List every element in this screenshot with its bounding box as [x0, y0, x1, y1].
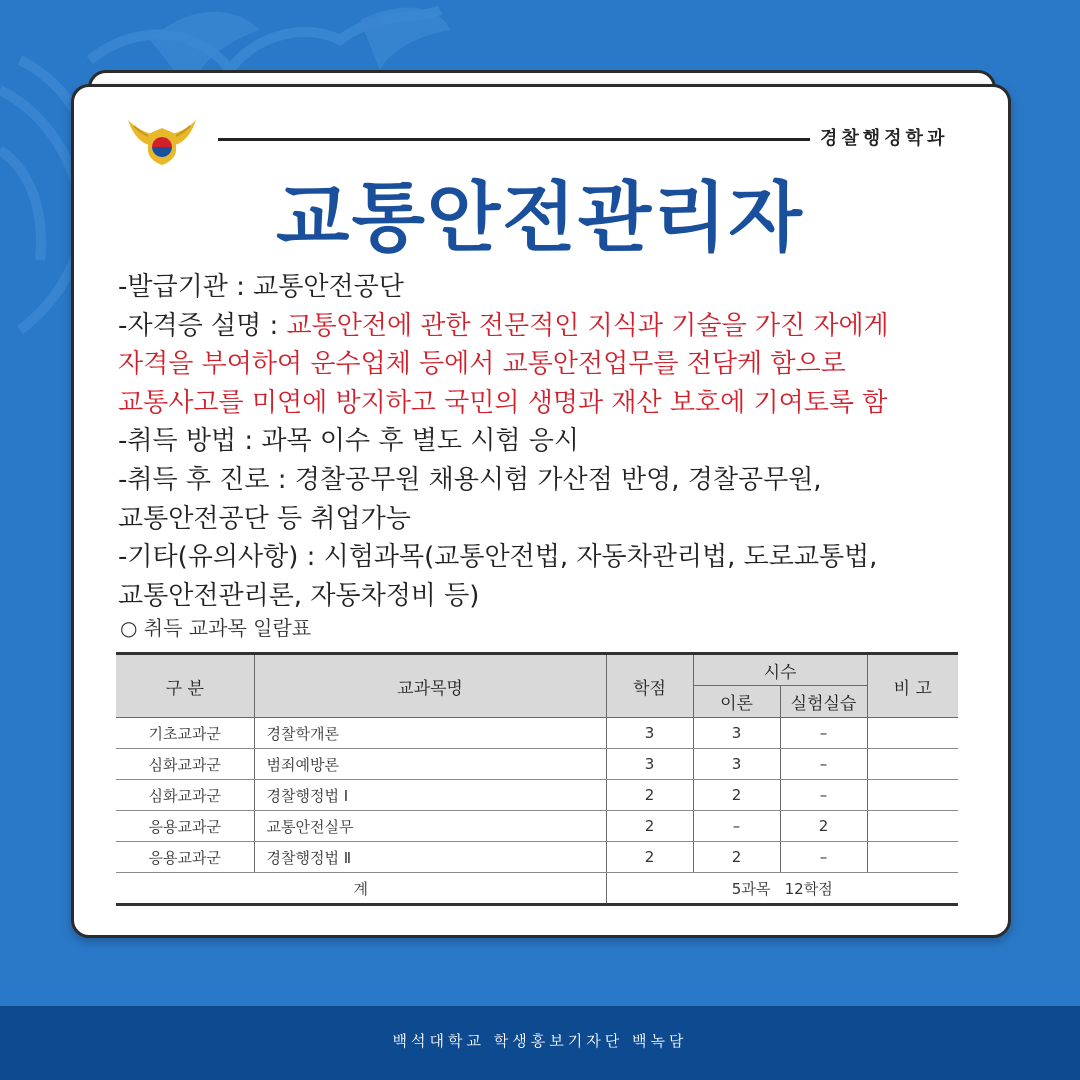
row-practice: 2	[780, 811, 867, 842]
row-credit: 3	[606, 749, 693, 780]
row-theory: 3	[693, 718, 780, 749]
footer-credit: 백석대학교 학생홍보기자단 백녹담	[0, 1006, 1080, 1080]
header-subject: 교과목명	[254, 654, 606, 718]
table-row	[116, 811, 958, 842]
header-theory: 이론	[693, 686, 780, 718]
row-category: 심화교과군	[116, 749, 254, 780]
row-practice: –	[780, 780, 867, 811]
total-label: 계	[116, 873, 606, 905]
row-category: 심화교과군	[116, 780, 254, 811]
police-emblem-icon	[126, 116, 198, 166]
row-credit: 2	[606, 780, 693, 811]
table-row	[116, 842, 958, 873]
row-theory: 2	[693, 842, 780, 873]
row-theory: –	[693, 811, 780, 842]
row-category: 응용교과군	[116, 842, 254, 873]
description-line-3: 교통사고를 미연에 방지하고 국민의 생명과 재산 보호에 기여토록 함	[118, 387, 888, 418]
row-subject: 경찰행정법 Ⅰ	[254, 780, 606, 811]
header-hours: 시수	[693, 654, 867, 686]
table-row	[116, 749, 958, 780]
department-label: 경찰행정학과	[820, 128, 949, 149]
etc-line-1: -기타(유의사항) : 시험과목(교통안전법, 자동차관리법, 도로교통법,	[118, 542, 878, 573]
description-line-2: 자격을 부여하여 운수업체 등에서 교통안전업무를 전담케 함으로	[118, 349, 846, 380]
row-note	[867, 842, 958, 873]
row-credit: 3	[606, 718, 693, 749]
header-divider	[218, 138, 810, 141]
row-credit: 2	[606, 842, 693, 873]
row-category: 기초교과군	[116, 718, 254, 749]
career-line-1: -취득 후 진로 : 경찰공무원 채용시험 가산점 반영, 경찰공무원,	[118, 464, 822, 495]
table-row	[116, 718, 958, 749]
description-line-1	[118, 307, 978, 346]
row-subject: 경찰학개론	[254, 718, 606, 749]
description-text-1: 교통안전에 관한 전문적인 지식과 기술을 가진 자에게	[286, 310, 889, 341]
row-subject: 범죄예방론	[254, 749, 606, 780]
row-note	[867, 718, 958, 749]
header-category: 구 분	[116, 654, 254, 718]
description-label: -자격증 설명 :	[118, 310, 287, 341]
row-practice: –	[780, 842, 867, 873]
certificate-info	[118, 268, 978, 615]
total-value: 5과목 12학점	[606, 873, 958, 905]
subject-table	[116, 652, 958, 906]
row-subject: 경찰행정법 Ⅱ	[254, 842, 606, 873]
header-practice: 실험실습	[780, 686, 867, 718]
header-note: 비 고	[867, 654, 958, 718]
page-title: 교통안전관리자	[276, 173, 804, 262]
issuer-line: -발급기관 : 교통안전공단	[118, 272, 404, 302]
table-title: ○ 취득 교과목 일람표	[120, 616, 312, 640]
row-note	[867, 780, 958, 811]
table-row	[116, 780, 958, 811]
etc-line-2: 교통안전관리론, 자동차정비 등)	[118, 580, 480, 611]
row-credit: 2	[606, 811, 693, 842]
row-theory: 3	[693, 749, 780, 780]
row-practice: –	[780, 749, 867, 780]
row-theory: 2	[693, 780, 780, 811]
row-subject: 교통안전실무	[254, 811, 606, 842]
table-total-row	[116, 873, 958, 905]
row-category: 응용교과군	[116, 811, 254, 842]
method-line: -취득 방법 : 과목 이수 후 별도 시험 응시	[118, 426, 579, 457]
row-note	[867, 811, 958, 842]
row-practice: –	[780, 718, 867, 749]
header-credit: 학점	[606, 654, 693, 718]
row-note	[867, 749, 958, 780]
career-line-2: 교통안전공단 등 취업가능	[118, 503, 411, 534]
